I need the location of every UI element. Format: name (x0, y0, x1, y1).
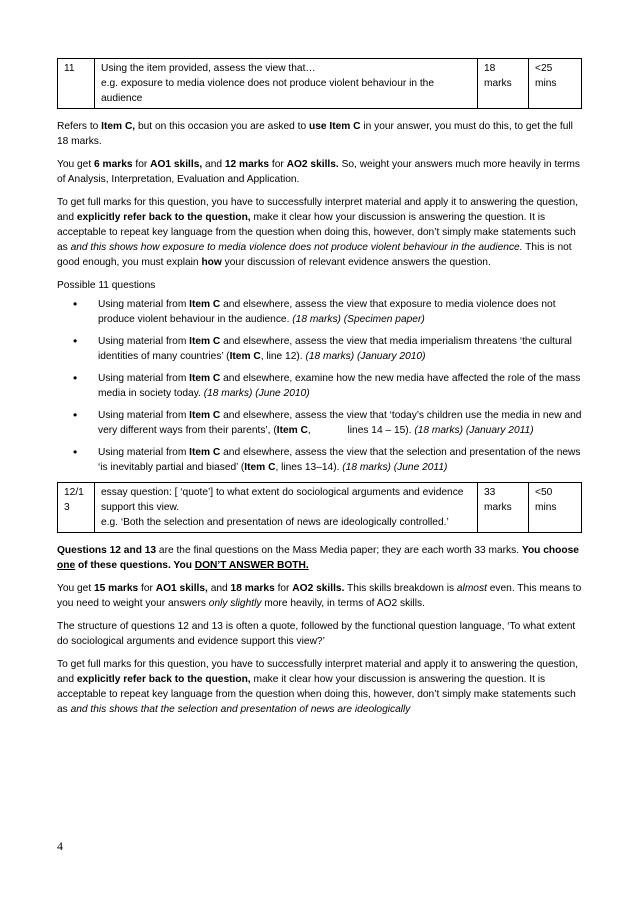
question-time: <25 mins (529, 59, 582, 109)
paragraph-final-questions: Questions 12 and 13 are the final questions on the Mass Media paper; they are each worth 33 marks. You choose one of these questions. You DON’T ANSWER BOTH. (57, 545, 579, 571)
possible-questions-heading: Possible 11 questions (57, 280, 156, 291)
page-content (57, 58, 582, 717)
question-description (95, 483, 478, 533)
paragraph-structure: The structure of questions 12 and 13 is often a quote, followed by the functional question language, ‘To what extent do sociological arguments and evidence support this view?’ (57, 621, 576, 647)
question-number: 12/13 (58, 483, 95, 533)
list-item: • Using material from Item C and elsewhere, assess the view that ‘today’s children use the media in new and very different ways from their parents’, (Item C, lines 14 – 15). (18 marks) (January 2011) (73, 408, 582, 436)
question-example: e.g. exposure to media violence does not produce violent behaviour in the audience (101, 78, 435, 104)
question-marks: 33 marks (478, 483, 529, 533)
page-number: 4 (57, 839, 63, 853)
list-item: • Using material from Item C and elsewhere, assess the view that exposure to media violence does not produce violent behaviour in the audience. (18 marks) (Specimen paper) (73, 297, 556, 325)
list-item: • Using material from Item C and elsewhere, assess the view that the selection and presentation of the news ‘is inevitably partial and biased’ (Item C, lines 13–14). (18 marks) (June 2011) (73, 445, 581, 473)
question-12-13-table (57, 482, 582, 533)
question-time: <50 mins (529, 483, 582, 533)
possible-questions-list (57, 297, 582, 475)
paragraph-marks-breakdown: You get 6 marks for AO1 skills, and 12 marks for AO2 skills. So, weight your answers much more heavily in terms of Analysis, Interpretation, Evaluation and Application. (57, 159, 580, 185)
paragraph-marks-breakdown-2: You get 15 marks for AO1 skills, and 18 marks for AO2 skills. This skills breakdown is almost even. This means to you need to weight your answers only slightly more heavily, in terms of AO2 skills. (57, 583, 582, 609)
paragraph-item-c: Refers to Item C, but on this occasion you are asked to use Item C in your answer, you must do this, to get the full 18 marks. (57, 121, 573, 147)
bullet-icon: • (73, 371, 78, 385)
question-number: 11 (58, 59, 95, 109)
bullet-icon: • (73, 334, 78, 348)
paragraph-full-marks: To get full marks for this question, you have to successfully interpret material and apply it to answering the question, and explicitly refer back to the question, make it clear how your discussion is answering the question. It is acceptable to repeat key language from the question when doing this, however, don’t simply make statements such as and this shows how exposure to media violence does not produce violent behaviour in the audience. This is not good enough, you must explain how your discussion of relevant evidence answers the question. (57, 197, 578, 268)
question-example: e.g. ‘Both the selection and presentation of news are ideologically controlled.’ (101, 517, 449, 528)
bullet-icon: • (73, 445, 78, 459)
question-11-table (57, 58, 582, 109)
list-item: • Using material from Item C and elsewhere, assess the view that media imperialism threatens ‘the cultural identities of many countries’ (Item C, line 12). (18 marks) (January 2010) (73, 334, 572, 362)
question-format: essay question: [ ‘quote’] to what extent do sociological arguments and evidence support this view. (101, 487, 464, 513)
list-item: • Using material from Item C and elsewhere, examine how the new media have affected the role of the mass media in society today. (18 marks) (June 2010) (73, 371, 581, 399)
question-format: Using the item provided, assess the view that… (101, 63, 316, 74)
bullet-icon: • (73, 297, 78, 311)
paragraph-full-marks-2: To get full marks for this question, you have to successfully interpret material and apply it to answering the question, and explicitly refer back to the question, make it clear how your discussion is answering the question. It is acceptable to repeat key language from the question when doing this, however, don’t simply make statements such as and this shows that the selection and presentation of news are ideologically (57, 659, 578, 715)
bullet-icon: • (73, 408, 78, 422)
question-marks: 18 marks (478, 59, 529, 109)
question-description (95, 59, 478, 109)
